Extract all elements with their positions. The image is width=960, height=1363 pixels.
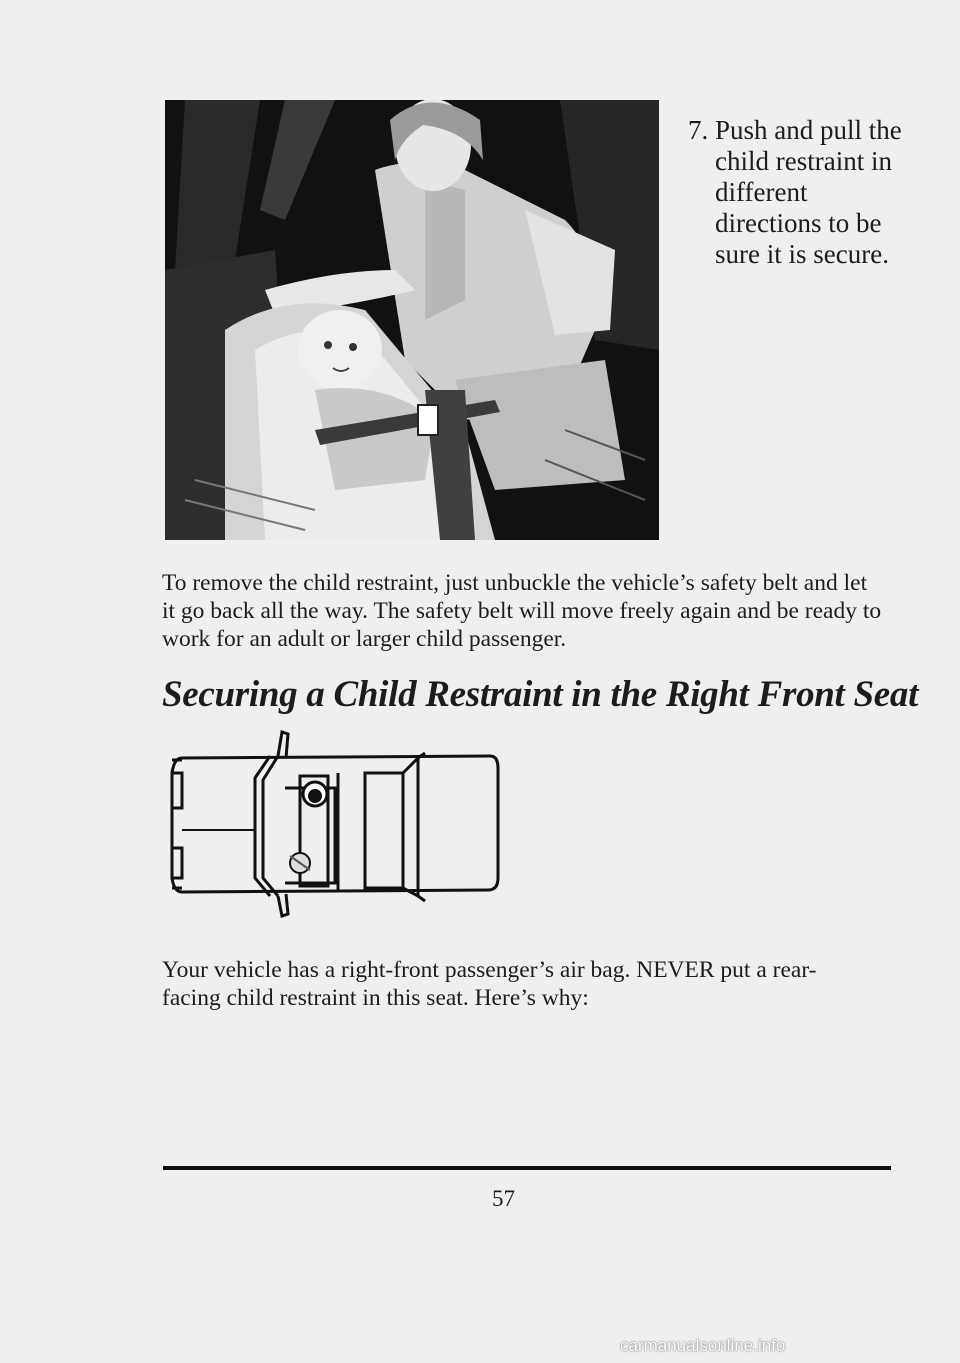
- remove-restraint-paragraph: To remove the child restraint, just unbuckle the vehicle’s safety belt and let it go back all the way. The safety belt will move freely again and be ready to work for an adult or larger child passenger.: [162, 570, 882, 652]
- footer-rule: [163, 1166, 891, 1170]
- page-number: 57: [492, 1186, 515, 1211]
- section-heading: Securing a Child Restraint in the Right Front Seat: [162, 674, 919, 715]
- vehicle-top-view-icon: [160, 728, 505, 918]
- watermark: carmanualsonline.info: [620, 1336, 786, 1355]
- step-number: 7.: [688, 115, 709, 145]
- airbag-warning-paragraph: Your vehicle has a right-front passenger’s air bag. NEVER put a rear-facing child restraint in this seat. Here’s why:: [162, 957, 817, 1011]
- step-7: [688, 115, 918, 270]
- vehicle-seat-diagram: [160, 728, 505, 918]
- woman-and-infant-drawing: [165, 100, 659, 540]
- child-restraint-illustration: [165, 100, 659, 540]
- step-text: Push and pull the child restraint in different directions to be sure it is secure.: [715, 115, 902, 269]
